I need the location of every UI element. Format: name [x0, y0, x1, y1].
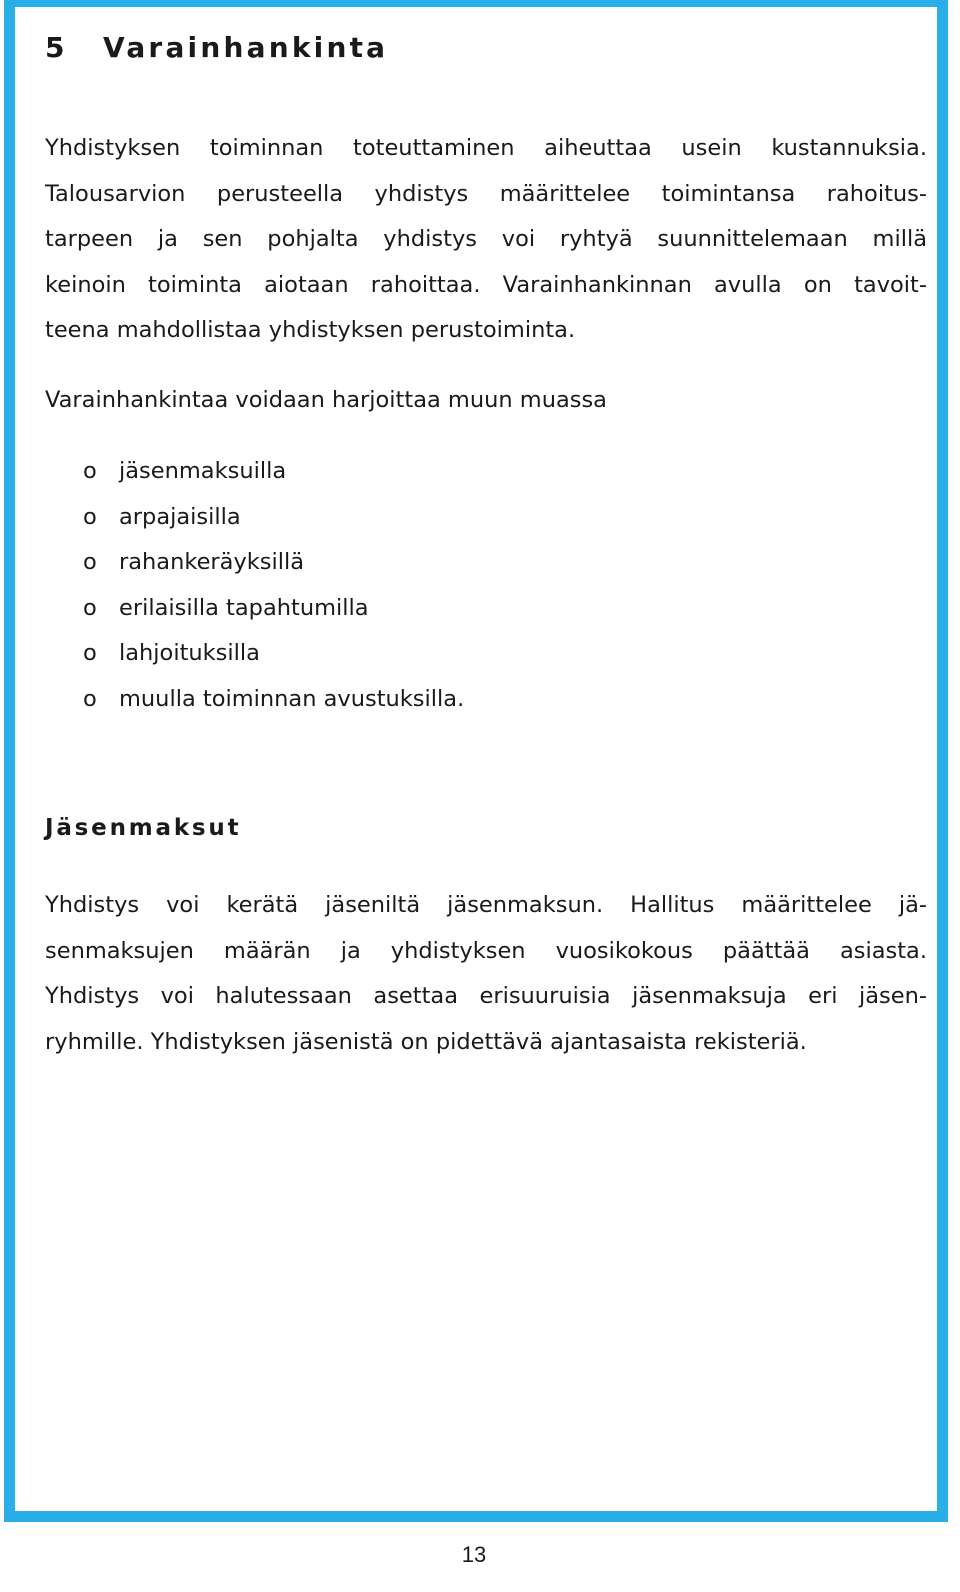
bullet-marker: o — [83, 594, 97, 621]
paragraph-line: teena mahdollistaa yhdistyksen perustoiminta. — [45, 317, 576, 343]
page-frame — [4, 0, 948, 1522]
list-item — [45, 495, 464, 541]
list-item-text: rahankeräyksillä — [119, 549, 305, 575]
paragraph-line: Yhdistyksen toiminnan toteuttaminen aiheuttaa usein kustannuksia. — [45, 135, 927, 161]
subsection-heading: Jäsenmaksut — [45, 815, 242, 841]
list-item — [45, 449, 464, 495]
membership-fees-paragraph — [45, 883, 927, 1065]
section-title: Varainhankinta — [103, 31, 389, 64]
bullet-marker: o — [83, 640, 97, 666]
list-item-text: arpajaisilla — [119, 503, 241, 530]
paragraph-line: Yhdistys voi halutessaan asettaa erisuuruisia jäsenmaksuja eri jäsen- — [45, 983, 927, 1009]
list-item-text: jäsenmaksuilla — [119, 458, 287, 484]
bullet-marker: o — [83, 685, 97, 712]
page-number: 13 — [461, 1542, 487, 1567]
bullet-marker: o — [83, 458, 97, 484]
bullet-marker: o — [83, 503, 97, 530]
section-heading — [45, 31, 388, 64]
list-item-text: lahjoituksilla — [119, 640, 260, 666]
list-item — [45, 586, 464, 632]
paragraph-line: Yhdistys voi kerätä jäseniltä jäsenmaksun. Hallitus määrittelee jä- — [45, 892, 927, 918]
funding-methods-list — [45, 449, 464, 722]
list-item — [45, 631, 464, 677]
list-intro-paragraph: Varainhankintaa voidaan harjoittaa muun muassa — [45, 387, 607, 413]
list-item-text: muulla toiminnan avustuksilla. — [119, 685, 465, 712]
intro-paragraph — [45, 126, 927, 354]
paragraph-line: keinoin toiminta aiotaan rahoittaa. Varainhankinnan avulla on tavoit- — [45, 271, 927, 298]
paragraph-line: tarpeen ja sen pohjalta yhdistys voi ryhtyä suunnittelemaan millä — [45, 226, 927, 252]
list-item-text: erilaisilla tapahtumilla — [119, 594, 369, 621]
paragraph-line: Talousarvion perusteella yhdistys määrittelee toimintansa rahoitus- — [45, 180, 927, 207]
bullet-marker: o — [83, 549, 97, 575]
paragraph-line: ryhmille. Yhdistyksen jäsenistä on pidettävä ajantasaista rekisteriä. — [45, 1028, 807, 1055]
list-item — [45, 540, 464, 586]
section-number: 5 — [45, 31, 68, 64]
list-item — [45, 677, 464, 723]
paragraph-line: senmaksujen määrän ja yhdistyksen vuosikokous päättää asiasta. — [45, 937, 927, 964]
